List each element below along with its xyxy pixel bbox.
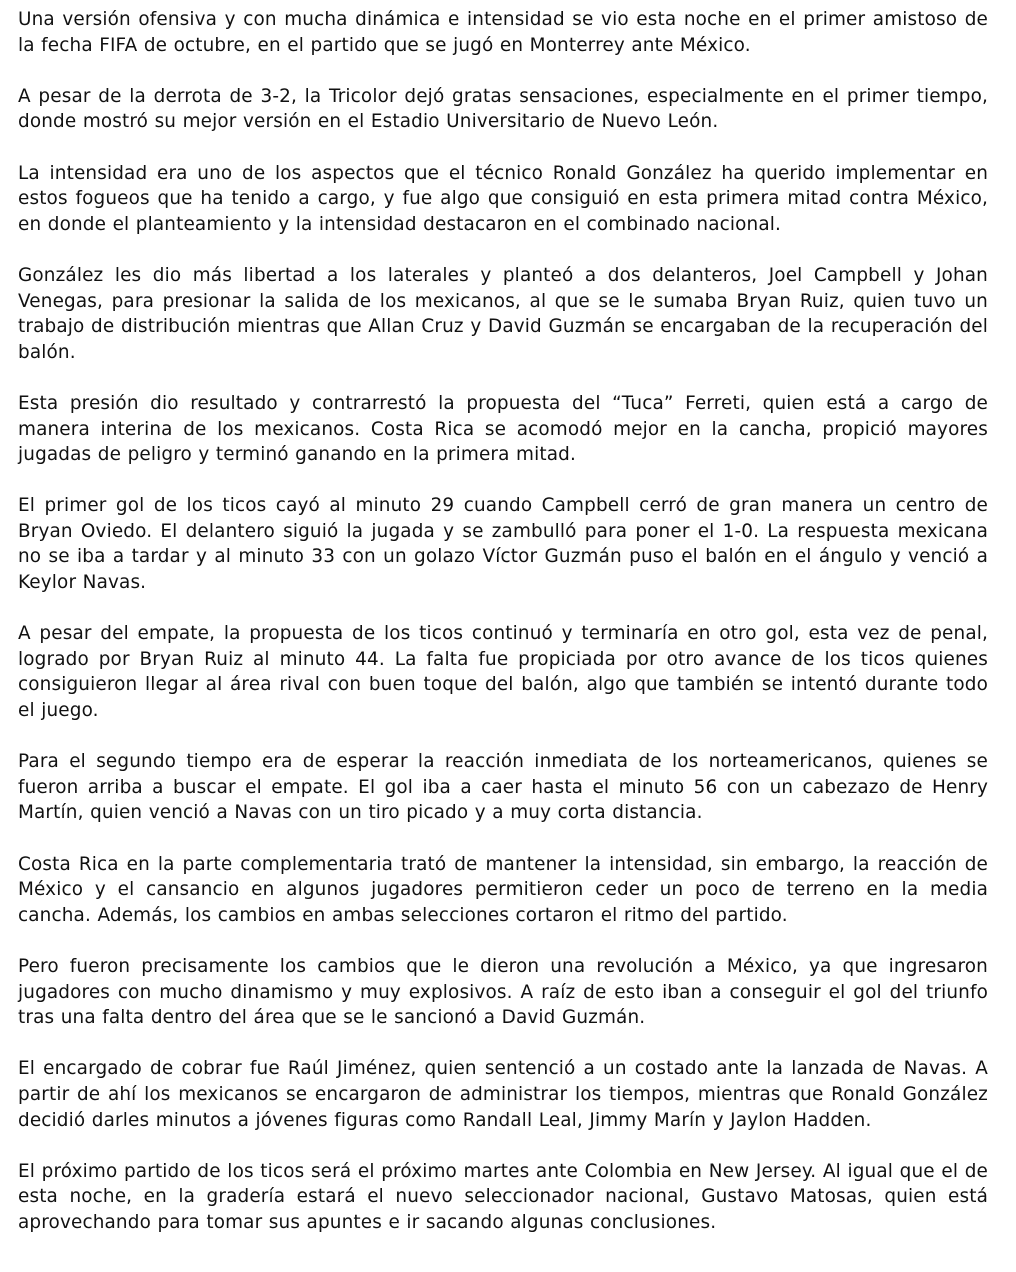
article-body [18,7,988,1236]
paragraph-10: Pero fueron precisamente los cambios que le dieron una revolución a México, ya que ingresaron jugadores con mucho dinamismo y muy explosivos. A raíz de esto iban a conseguir el gol del triunfo tras una falta dentro del área que se le sancionó a David Guzmán. [18,955,988,1029]
paragraph-1: Una versión ofensiva y con mucha dinámica e intensidad se vio esta noche en el primer amistoso de la fecha FIFA de octubre, en el partido que se jugó en Monterrey ante México. [18,9,988,56]
paragraph-2: A pesar de la derrota de 3-2, la Tricolor dejó gratas sensaciones, especialmente en el primer tiempo, donde mostró su mejor versión en el Estadio Universitario de Nuevo León. [18,85,988,133]
paragraph-12: El próximo partido de los ticos será el próximo martes ante Colombia en New Jersey. Al igual que el de esta noche, en la gradería estará el nuevo seleccionador nacional, Gustavo Matosas, quien está aprovechando para tomar sus apuntes e ir sacando algunas conclusiones. [18,1160,988,1233]
paragraph-8: Para el segundo tiempo era de esperar la reacción inmediata de los norteamericanos, quienes se fueron arriba a buscar el empate. El gol iba a caer hasta el minuto 56 con un cabezazo de Henry Martín, quien venció a Navas con un tiro picado y a muy corta distancia. [18,751,988,824]
paragraph-9: Costa Rica en la parte complementaria trató de mantener la intensidad, sin embargo, la reacción de México y el cansancio en algunos jugadores permitieron ceder un poco de terreno en la media cancha. Además, los cambios en ambas selecciones cortaron el ritmo del partido. [18,853,988,926]
paragraph-3: La intensidad era uno de los aspectos que el técnico Ronald González ha querido implementar en estos fogueos que ha tenido a cargo, y fue algo que consiguió en esta primera mitad contra México, en donde el planteamiento y la intensidad destacaron en el combinado nacional. [18,162,988,235]
paragraph-7: A pesar del empate, la propuesta de los ticos continuó y terminaría en otro gol, esta vez de penal, logrado por Bryan Ruiz al minuto 44. La falta fue propiciada por otro avance de los ticos quienes consiguieron llegar al área rival con buen toque del balón, algo que también se intentó durante todo el juego. [18,623,988,722]
paragraph-11: El encargado de cobrar fue Raúl Jiménez, quien sentenció a un costado ante la lanzada de Navas. A partir de ahí los mexicanos se encargaron de administrar los tiempos, mientras que Ronald González decidió darles minutos a jóvenes figuras como Randall Leal, Jimmy Marín y Jaylon Hadden. [18,1058,988,1131]
paragraph-4: González les dio más libertad a los laterales y planteó a dos delanteros, Joel Campbell y Johan Venegas, para presionar la salida de los mexicanos, al que se le sumaba Bryan Ruiz, quien tuvo un trabajo de distribución mientras que Allan Cruz y David Guzmán se encargaban de la recuperación del balón. [18,264,988,363]
paragraph-6: El primer gol de los ticos cayó al minuto 29 cuando Campbell cerró de gran manera un centro de Bryan Oviedo. El delantero siguió la jugada y se zambulló para poner el 1-0. La respuesta mexicana no se iba a tardar y al minuto 33 con un golazo Víctor Guzmán puso el balón en el ángulo y venció a Keylor Navas. [18,495,988,594]
paragraph-5: Esta presión dio resultado y contrarrestó la propuesta del “Tuca” Ferreti, quien está a cargo de manera interina de los mexicanos. Costa Rica se acomodó mejor en la cancha, propició mayores jugadas de peligro y terminó ganando en la primera mitad. [18,392,988,466]
